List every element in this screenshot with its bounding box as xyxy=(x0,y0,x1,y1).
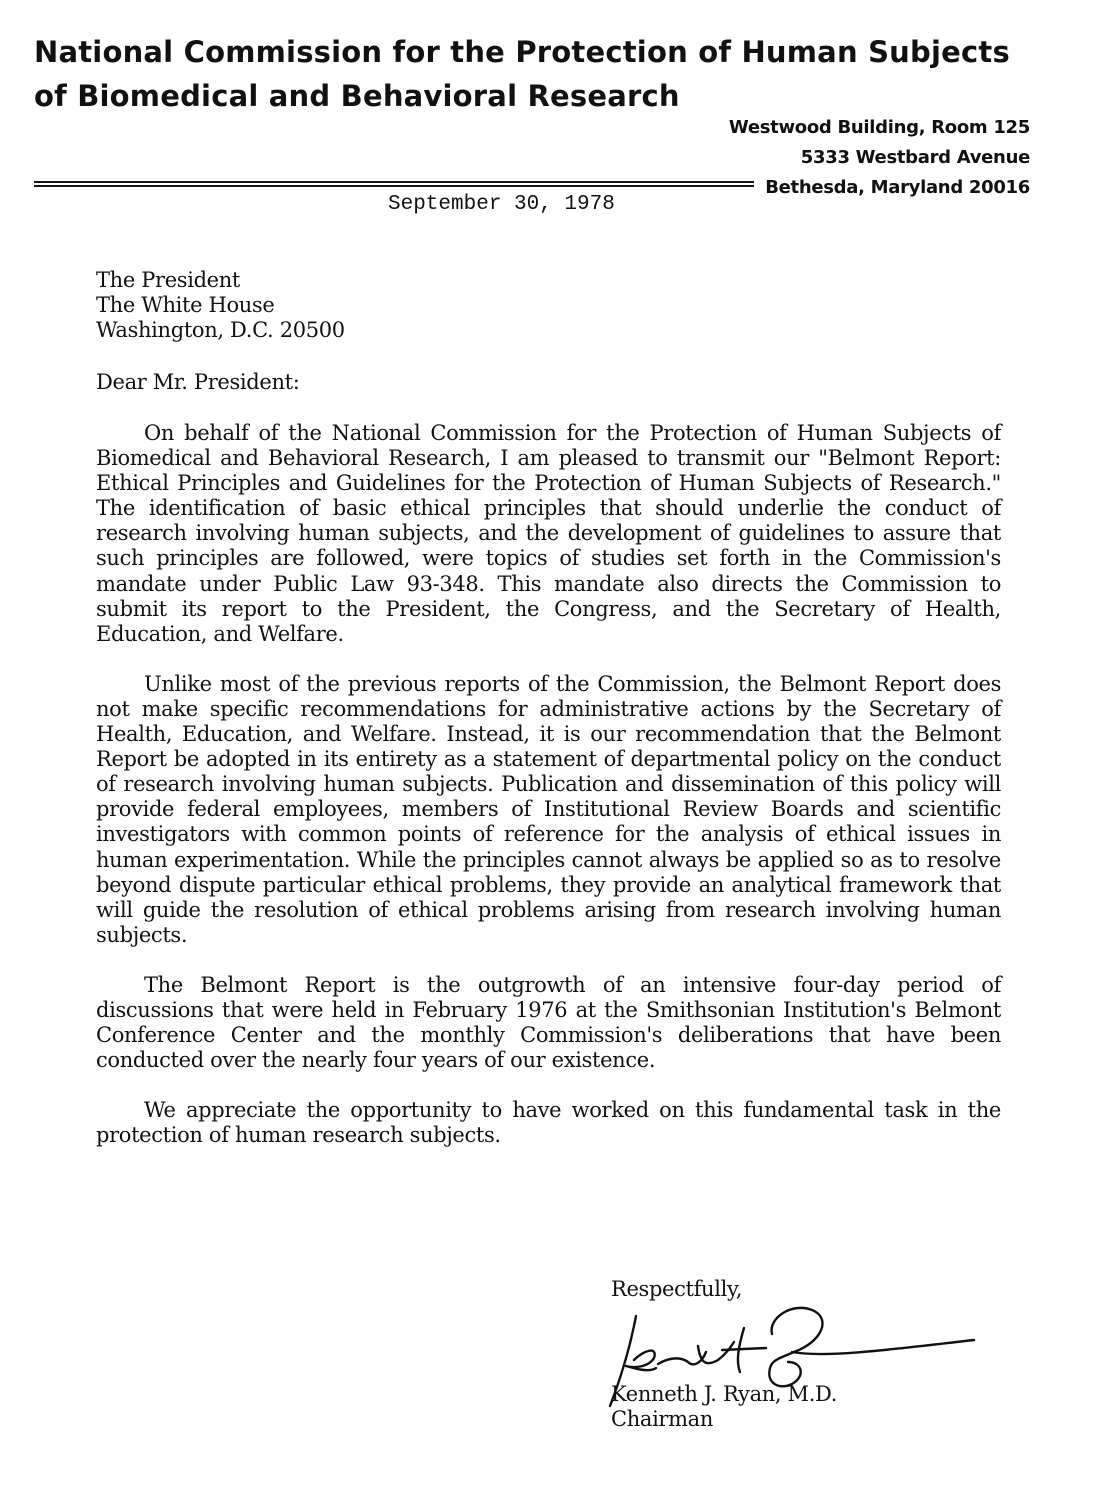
body-paragraph-4: We appreciate the opportunity to have worked on this fundamental task in the protection of human research subjects. xyxy=(96,1098,1001,1148)
closing: Respectfully, xyxy=(611,1277,743,1301)
signer-title: Chairman xyxy=(611,1407,714,1432)
body-paragraph-2: Unlike most of the previous reports of the Commission, the Belmont Report does not make specific recommendations for administrative actions by the Secretary of Health, Education, and Welfare. Instead, it is our recommendation that the Belmont Report be adopted in its entirety as a statement of departmental policy on the conduct of research involving human subjects. Publication and dissemination of this policy will provide federal employees, members of Institutional Review Boards and scientific investigators with common points of reference for the analysis of ethical issues in human experimentation. While the principles cannot always be applied so as to resolve beyond dispute particular ethical problems, they provide an analytical framework that will guide the resolution of ethical problems arising from research involving human subjects. xyxy=(96,671,1001,947)
address-line-1: Westwood Building, Room 125 xyxy=(728,117,1030,138)
letterhead-address xyxy=(729,113,1030,203)
body-paragraph-3: The Belmont Report is the outgrowth of an intensive four-day period of discussions that were held in February 1976 at the Smithsonian Institution's Belmont Conference Center and the monthly Commission's deliberations that have been conducted over the nearly four years of our existence. xyxy=(96,972,1001,1073)
address-line-3: Bethesda, Maryland 20016 xyxy=(765,177,1030,198)
letterhead-organization xyxy=(34,30,1010,118)
body-paragraph-1: On behalf of the National Commission for the Protection of Human Subjects of Biomedical and Behavioral Research, I am pleased to transmit our "Belmont Report: Ethical Principles and Guidelines for the Protection of Human Subjects of Research." The identification of basic ethical principles that should underlie the conduct of research involving human subjects, and the development of guidelines to assure that such principles are followed, were topics of studies set forth in the Commission's mandate under Public Law 93-348. This mandate also directs the Commission to submit its report to the President, the Congress, and the Secretary of Health, Education, and Welfare. xyxy=(96,421,1001,646)
org-name-line-1: National Commission for the Protection of Human Subjects xyxy=(34,35,1010,69)
org-name-line-2: of Biomedical and Behavioral Research xyxy=(34,79,680,113)
signer-name: Kenneth J. Ryan, M.D. xyxy=(611,1382,838,1406)
recipient-line-2: The White House xyxy=(96,293,275,318)
letterhead-divider xyxy=(34,181,754,187)
recipient-line-3: Washington, D.C. 20500 xyxy=(96,318,345,343)
recipient-address xyxy=(96,268,345,343)
letter-body xyxy=(96,421,1001,1173)
recipient-line-1: The President xyxy=(96,268,241,292)
letter-date: September 30, 1978 xyxy=(388,193,615,216)
signer-block xyxy=(611,1382,837,1432)
address-line-2: 5333 Westbard Avenue xyxy=(800,147,1030,168)
salutation: Dear Mr. President: xyxy=(96,370,300,394)
